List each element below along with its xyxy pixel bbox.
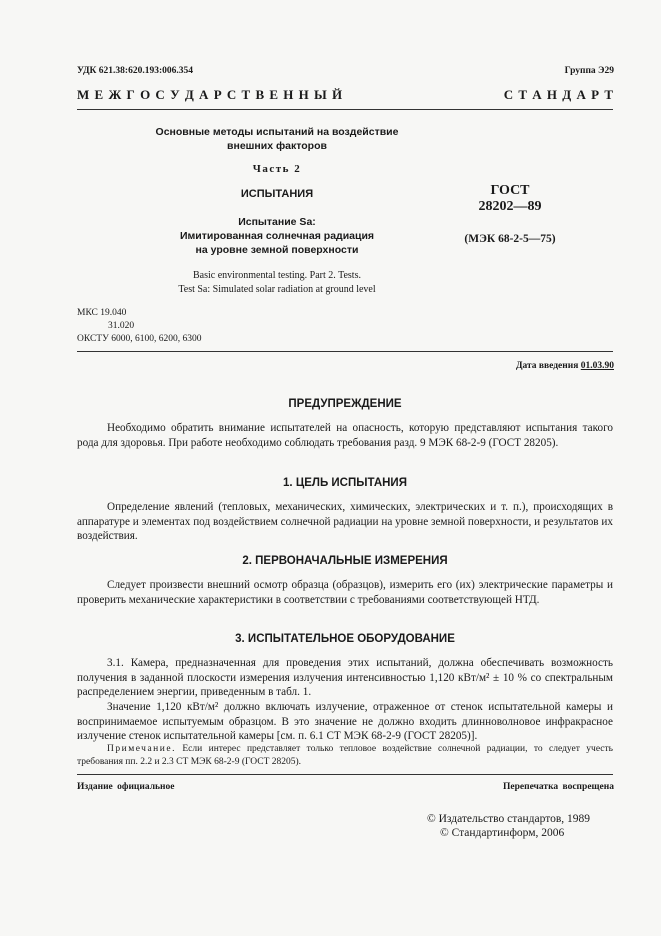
section-2-heading: 2. ПЕРВОНАЧАЛЬНЫЕ ИЗМЕРЕНИЯ [242,555,448,567]
title-block [127,125,427,153]
tests-heading: ИСПЫТАНИЯ [240,188,314,200]
iec-reference: (МЭК 68-2-5—75) [464,233,556,245]
copyright-2: © Стандартинформ, 2006 [440,827,565,839]
note [77,743,613,768]
part-label: Часть 2 [252,163,302,175]
test-description [127,215,427,257]
gost-number: 28202—89 [478,199,542,214]
intro-date-label: Дата введения [515,361,579,371]
intro-date-value: 01.03.90 [580,361,614,371]
section-3-heading: 3. ИСПЫТАТЕЛЬНОЕ ОБОРУДОВАНИЕ [235,633,455,645]
mks-code-1: МКС 19.040 [77,308,127,318]
banner-standard: С Т А Н Д А Р Т [503,87,614,102]
gost-number-block [440,183,580,215]
classification-rule [77,351,613,352]
copyright-1: © Издательство стандартов, 1989 [427,813,591,825]
note-label: Примечание. [107,744,176,754]
test-desc-2: на уровне земной поверхности [195,244,359,256]
section-3-paragraph-2: Значение 1,120 кВт/м² должно включать излучение, отраженное от стенок испытательной камеры и воспринимаемое испытуемым образцом. В это значение не должно входить длинноволновое инфракрасное излучение стенок испытательной камеры [см. п. 6.1 СТ МЭК 68-2-9 (ГОСТ 28205)]. [77,701,613,743]
section-3-paragraph-1: 3.1. Камера, предназначенная для проведения этих испытаний, должна обеспечивать возможность получения в заданной плоскости измерения излучения интенсивностью 1,120 кВт/м² ± 10 % со спектральным распределением энергии, приведенным в табл. 1. [77,657,613,699]
group-code: Группа Э29 [564,66,614,76]
test-desc-1: Имитированная солнечная радиация [179,230,375,242]
warning-heading: ПРЕДУПРЕЖДЕНИЕ [288,398,402,410]
copyright-block [427,812,590,840]
footer-rule [77,774,613,775]
section-1-heading: 1. ЦЕЛЬ ИСПЫТАНИЯ [283,477,407,489]
okstu-codes: ОКСТУ 6000, 6100, 6200, 6300 [77,334,202,344]
udc-code: УДК 621.38:620.193:006.354 [77,66,194,76]
banner-interstate: М Е Ж Г О С У Д А Р С Т В Е Н Н Ы Й [77,87,344,102]
header-rule [77,109,613,110]
note-text: Если интерес представляет только тепловое воздействие солнечной радиации, то следует учесть требования пп. 2.2 и 2.3 СТ МЭК 68-2-9 (ГОСТ 28205). [77,744,613,767]
section-2-text: Следует произвести внешний осмотр образца (образцов), измерить его (их) электрические параметры и проверить механические характеристики в соответствии с требованиями соответствующей НТД. [77,579,613,606]
mks-code-2: 31.020 [108,321,135,331]
official-edition: Издание официальное [77,782,175,792]
title-line-1: Основные методы испытаний на воздействие [155,126,399,138]
section-1-text: Определение явлений (тепловых, механических, химических, электрических и т. п.), происходящих в аппаратуре и элементах под воздействием солнечной радиации на уровне земной поверхности, и результатов их воздействия. [77,501,613,543]
reprint-prohibited: Перепечатка воспрещена [502,782,614,792]
english-title-1: Basic environmental testing. Part 2. Tests. [193,270,361,281]
title-line-2: внешних факторов [227,140,327,152]
test-name: Испытание Sa: [238,216,316,228]
english-title [127,269,427,297]
intro-date [516,361,614,371]
gost-label: ГОСТ [490,183,530,198]
classification-block [77,307,201,346]
english-title-2: Test Sa: Simulated solar radiation at ground level [178,284,376,295]
warning-text: Необходимо обратить внимание испытателей на опасность, которую представляют испытания такого рода для здоровья. При работе необходимо соблюдать требования разд. 9 МЭК 68-2-9 (ГОСТ 28205). [77,422,613,449]
